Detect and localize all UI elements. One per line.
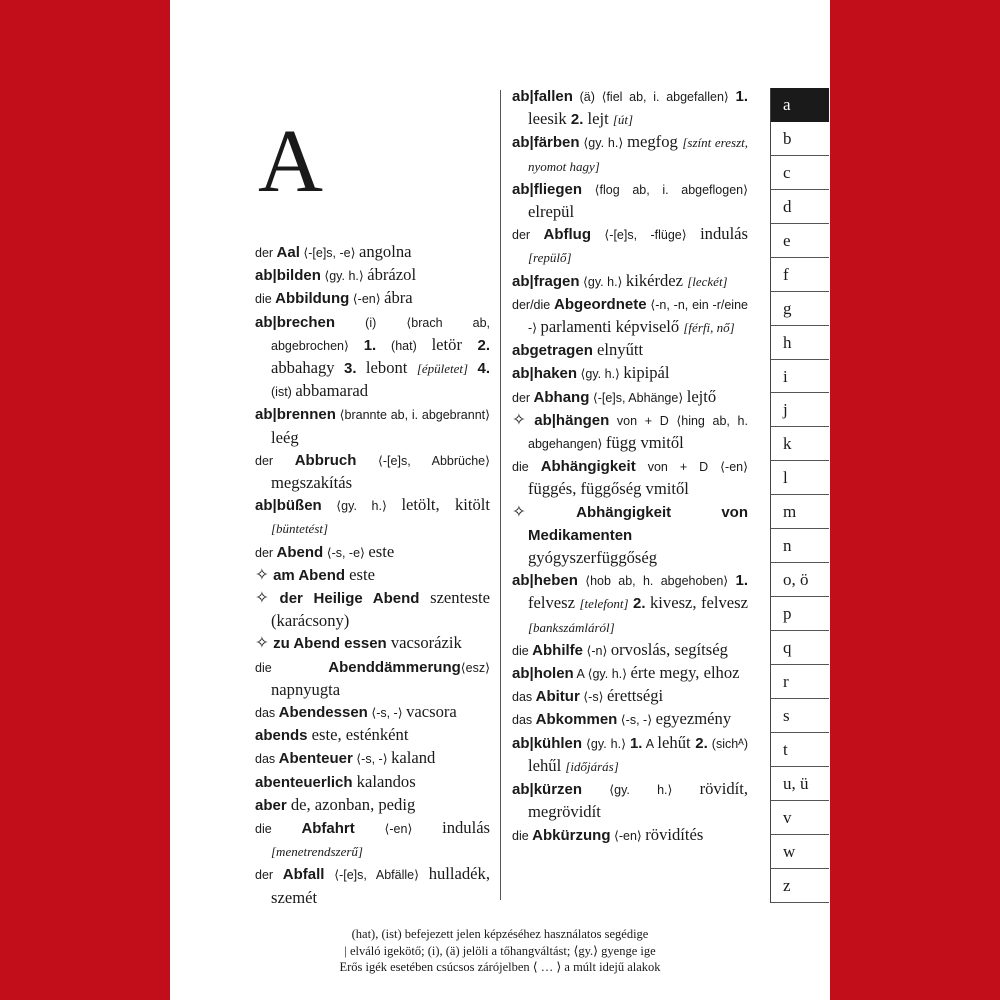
dictionary-entry — [255, 287, 490, 310]
entry-headword: ab|haken — [512, 365, 578, 383]
dictionary-entry — [512, 223, 748, 269]
entry-headword: 2. — [633, 595, 646, 613]
entry-headword: ab|färben — [512, 134, 580, 152]
entry-note: [repülő] — [528, 250, 572, 266]
entry-translation: ✧ — [255, 588, 280, 608]
entry-grammar: ⟨esz⟩ — [460, 660, 490, 675]
dictionary-entry — [512, 455, 748, 500]
entry-headword: 1. — [629, 734, 643, 752]
entry-headword: abends — [255, 727, 308, 745]
entry-headword: 1. — [735, 572, 748, 590]
entry-translation: kaland — [391, 748, 436, 768]
dictionary-entry — [512, 409, 748, 455]
entry-grammar: ⟨-n⟩ — [583, 643, 611, 658]
entry-translation: lehűt — [657, 732, 696, 752]
entry-headword: am Abend — [273, 566, 346, 584]
entry-translation: de, azonban, pedig — [286, 794, 416, 814]
dictionary-entry — [255, 264, 490, 287]
entry-headword: ab|heben — [512, 572, 578, 590]
footnote — [170, 926, 830, 976]
entry-grammar: ⟨gy. h.⟩ — [320, 269, 368, 284]
entry-headword: abgetragen — [512, 342, 593, 360]
entry-translation: abbamarad — [295, 381, 369, 401]
entry-headword: 2. — [570, 111, 584, 129]
entry-translation: megfog — [627, 132, 683, 152]
entry-translation: ✧ — [255, 564, 274, 584]
entry-grammar: (i) ⟨brach ab, abgebrochen⟩ — [271, 315, 490, 353]
entry-translation: este — [345, 564, 375, 584]
entry-headword: Abitur — [535, 688, 580, 706]
entry-grammar: ⟨-s⟩ — [579, 690, 607, 705]
entry-headword: ab|fallen — [512, 88, 573, 105]
alphabet-tab[interactable]: p — [771, 597, 829, 631]
entry-headword: aber — [255, 796, 287, 814]
entry-note: [időjárás] — [565, 758, 619, 774]
entry-translation: este, esténként — [307, 725, 409, 745]
entry-grammar: die — [255, 292, 276, 307]
entry-grammar: der — [512, 390, 534, 405]
entry-headword: ab|kürzen — [512, 781, 583, 799]
entry-translation: kikérdez — [625, 270, 688, 290]
dictionary-entry — [512, 569, 748, 639]
dictionary-entry — [255, 632, 490, 655]
entry-note: [bankszámláról] — [528, 619, 615, 635]
alphabet-tab[interactable]: s — [771, 699, 829, 733]
alphabet-tab[interactable]: a — [771, 88, 829, 122]
entry-translation: rövidítés — [645, 824, 704, 844]
entry-translation: felvesz — [528, 593, 580, 613]
dictionary-entry — [512, 732, 748, 778]
entry-grammar: ⟨brannte ab, i. abgebrannt⟩ — [335, 408, 490, 423]
entry-translation: indulás — [442, 818, 491, 838]
entry-translation: gyógyszerfüggőség — [528, 548, 658, 568]
entry-grammar: ⟨gy. h.⟩ — [582, 736, 630, 751]
entry-translation: ábra — [384, 288, 413, 308]
entry-note: [telefont] — [579, 596, 629, 612]
entry-translation: letör — [431, 334, 478, 354]
entry-grammar: ⟨gy. h.⟩ — [577, 367, 624, 382]
entry-grammar: der — [512, 228, 544, 243]
alphabet-tab[interactable]: f — [771, 258, 829, 292]
alphabet-tab[interactable]: q — [771, 631, 829, 665]
entry-headword: Abenteuer — [278, 750, 353, 768]
dictionary-entry — [255, 747, 490, 770]
dictionary-entry — [255, 701, 490, 724]
dictionary-entry — [255, 494, 490, 540]
footnote-line: Erős igék esetében csúcsos zárójelben ⟨ … ⟩ a múlt idejű alakok — [339, 960, 661, 974]
entry-headword: Abbildung — [275, 290, 350, 308]
entry-grammar: ⟨-[e]s, Abfälle⟩ — [324, 868, 429, 883]
entry-grammar: ⟨-[e]s, Abbrüche⟩ — [356, 453, 490, 468]
entry-note: [épületet] — [416, 361, 469, 377]
entry-headword: Abkommen — [535, 711, 618, 729]
dictionary-entry — [255, 449, 490, 494]
entry-grammar: ⟨-s, -⟩ — [367, 706, 407, 721]
entry-headword: Abfahrt — [301, 820, 355, 838]
entry-note: [színt ereszt, nyomot hagy] — [528, 135, 748, 174]
alphabet-index — [770, 88, 829, 903]
entry-translation: ábrázol — [367, 265, 417, 285]
entry-translation: indulás — [700, 224, 748, 244]
entry-grammar: die — [512, 643, 533, 658]
dictionary-entry — [512, 131, 748, 177]
entry-translation: lejt — [583, 109, 613, 129]
entry-translation: vacsorázik — [386, 633, 462, 653]
dictionary-entry — [255, 724, 490, 747]
entry-translation: lehűl — [528, 755, 566, 775]
alphabet-tab[interactable]: o, ö — [771, 563, 829, 597]
entry-headword: 2. — [695, 734, 708, 752]
entry-grammar: ⟨-[e]s, -e⟩ — [299, 246, 359, 260]
entry-note: [férfi, nő] — [683, 320, 735, 336]
entry-headword: ab|kühlen — [512, 734, 583, 752]
dictionary-entry — [512, 270, 748, 293]
entry-headword: Aal — [276, 244, 300, 261]
entry-headword: Abhängigkeit — [540, 458, 636, 476]
entry-grammar: ⟨-s, -⟩ — [352, 752, 392, 767]
entry-grammar: ⟨hob ab, h. abgehoben⟩ — [577, 574, 736, 589]
entry-grammar: das — [512, 713, 536, 728]
alphabet-tab[interactable]: r — [771, 665, 829, 699]
entry-translation: érte megy, elhoz — [630, 663, 740, 683]
entry-headword: Abbruch — [294, 451, 357, 469]
entry-grammar: ⟨gy. h.⟩ — [321, 499, 402, 514]
dictionary-entry — [255, 656, 490, 701]
entry-translation: függ vmitől — [605, 433, 684, 453]
entry-translation: leég — [271, 427, 299, 447]
dictionary-entry — [512, 501, 748, 570]
entry-headword: ab|holen — [512, 665, 574, 683]
dictionary-entry — [512, 362, 748, 385]
entry-headword: 1. — [363, 336, 377, 354]
entry-translation: ✧ — [512, 501, 577, 521]
alphabet-tab[interactable]: u, ü — [771, 767, 829, 801]
entry-translation: rövidít, megrövidít — [528, 779, 748, 822]
entry-translation: ✧ — [255, 633, 274, 653]
dictionary-entry — [255, 541, 490, 564]
alphabet-tab[interactable]: m — [771, 495, 829, 529]
dictionary-entry — [255, 241, 490, 264]
dictionary-entry — [512, 708, 748, 731]
entry-headword: abenteuerlich — [255, 773, 353, 791]
entry-headword: zu Abend essen — [273, 635, 387, 653]
entry-translation: parlamenti képviselő — [540, 317, 684, 337]
dictionary-entry — [512, 778, 748, 823]
entry-headword: 2. — [477, 336, 490, 354]
entry-headword: Abendessen — [278, 704, 368, 722]
alphabet-tab[interactable]: b — [771, 122, 829, 156]
entry-grammar: ⟨gy. h.⟩ — [579, 136, 628, 151]
dictionary-entry — [255, 863, 490, 908]
entry-translation: ✧ — [512, 409, 535, 429]
alphabet-tab[interactable]: l — [771, 461, 829, 495]
entry-note: [büntetést] — [271, 521, 329, 537]
dictionary-entry — [255, 794, 490, 817]
entry-headword: ab|fliegen — [512, 180, 583, 198]
entry-translation: vacsora — [406, 702, 457, 722]
entry-grammar: ⟨-s, -⟩ — [617, 713, 656, 728]
entry-headword: Abflug — [543, 226, 591, 244]
footnote-line: | elváló igekötő; (i), (ä) jelöli a tőhangváltást; ⟨gy.⟩ gyenge ige — [344, 943, 656, 958]
entry-translation: kivesz, felvesz — [645, 593, 748, 613]
entry-translation: lebont — [356, 358, 417, 378]
entry-grammar: A ⟨gy. h.⟩ — [573, 667, 631, 682]
dictionary-entry — [512, 339, 748, 362]
entry-translation: lejtő — [686, 386, 717, 406]
entry-headword: Abgeordnete — [554, 295, 647, 313]
entry-grammar: die — [255, 822, 302, 837]
dictionary-entry — [255, 403, 490, 448]
entry-translation: kipipál — [623, 363, 670, 383]
right-column — [512, 85, 748, 847]
dictionary-entry — [512, 824, 748, 847]
alphabet-tab[interactable]: h — [771, 326, 829, 360]
dictionary-entry — [512, 293, 748, 339]
entry-headword: der Heilige Abend — [279, 590, 420, 608]
entry-translation: elrepül — [528, 202, 575, 222]
alphabet-tab[interactable]: t — [771, 733, 829, 767]
entry-translation: szenteste (karácsony) — [271, 588, 491, 631]
entry-headword: 4. — [477, 360, 490, 378]
entry-grammar: ⟨-en⟩ — [349, 292, 385, 307]
alphabet-tab[interactable]: d — [771, 190, 829, 224]
left-column — [255, 241, 490, 909]
entry-headword: ab|brennen — [255, 406, 336, 424]
entry-note: [út] — [612, 112, 634, 128]
entry-grammar: der — [255, 246, 277, 260]
entry-grammar: der/die — [512, 297, 555, 312]
alphabet-tab[interactable]: z — [771, 869, 829, 903]
entry-grammar: von + D ⟨-en⟩ — [635, 460, 748, 475]
entry-translation: hulladék, szemét — [271, 864, 490, 907]
alphabet-tab[interactable]: e — [771, 224, 829, 258]
dictionary-page — [170, 0, 830, 1000]
entry-grammar: die — [512, 828, 533, 843]
entry-grammar: ⟨-[e]s, -flüge⟩ — [590, 228, 701, 243]
entry-grammar: das — [255, 752, 279, 767]
entry-headword: ab|fragen — [512, 272, 580, 290]
entry-translation: abbahagy — [271, 358, 344, 378]
entry-translation: függés, függőség vmitől — [528, 479, 689, 499]
entry-translation: érettségi — [606, 686, 664, 706]
entry-grammar: (ä) ⟨fiel ab, i. abgefallen⟩ — [572, 90, 736, 104]
entry-grammar: ⟨-n, -n, ein -r/eine -⟩ — [528, 297, 748, 336]
dictionary-entry — [255, 587, 490, 632]
entry-grammar: der — [255, 453, 295, 468]
entry-grammar: ⟨gy. h.⟩ — [582, 783, 700, 798]
alphabet-tab[interactable]: w — [771, 835, 829, 869]
alphabet-tab[interactable]: c — [771, 156, 829, 190]
footnote-line: (hat), (ist) befejezett jelen képzéséhez használatos segédige — [351, 927, 649, 941]
entry-grammar: (sichᴬ) — [707, 736, 749, 751]
entry-grammar: (hat) — [376, 338, 432, 353]
entry-grammar: die — [255, 660, 329, 675]
entry-grammar: der — [255, 545, 277, 560]
entry-grammar: die — [512, 460, 541, 475]
entry-grammar: ⟨-[e]s, Abhänge⟩ — [589, 390, 687, 405]
dictionary-entry — [512, 386, 748, 409]
entry-headword: Abhängigkeit von Medikamenten — [528, 503, 748, 544]
entry-grammar: ⟨flog ab, i. abgeflogen⟩ — [582, 182, 748, 197]
entry-headword: Abhang — [533, 388, 590, 406]
entry-headword: 3. — [344, 360, 357, 378]
entry-translation: angolna — [358, 242, 412, 261]
entry-translation: egyezmény — [655, 709, 732, 729]
entry-headword: Abend — [276, 543, 324, 561]
entry-headword: 1. — [735, 88, 748, 105]
dictionary-entry — [255, 771, 490, 794]
entry-grammar: A — [642, 736, 658, 751]
alphabet-tab[interactable]: k — [771, 427, 829, 461]
dictionary-entry — [512, 685, 748, 708]
entry-headword: Abkürzung — [532, 826, 611, 844]
column-divider — [500, 90, 501, 900]
dictionary-entry — [512, 178, 748, 223]
dictionary-entry — [512, 639, 748, 662]
entry-translation: megszakítás — [271, 473, 353, 493]
alphabet-tab[interactable]: v — [771, 801, 829, 835]
entry-note: [leckét] — [687, 273, 728, 289]
entry-headword: Abhilfe — [532, 641, 583, 659]
entry-grammar: das — [512, 690, 536, 705]
entry-translation: este — [368, 541, 395, 561]
entry-note: [menetrendszerű] — [271, 844, 363, 860]
dictionary-entry — [512, 662, 748, 685]
entry-grammar: ⟨-en⟩ — [610, 828, 646, 843]
dictionary-entry — [255, 311, 490, 404]
entry-translation: orvoslás, segítség — [610, 639, 728, 659]
alphabet-tab[interactable]: j — [771, 393, 829, 427]
entry-headword: Abfall — [282, 866, 325, 884]
entry-headword: Abenddämmerung — [328, 658, 461, 676]
section-letter: A — [258, 112, 323, 211]
entry-grammar: ⟨gy. h.⟩ — [579, 274, 626, 289]
entry-grammar: von + D ⟨hing ab, h. abgehangen⟩ — [528, 413, 748, 452]
dictionary-entry — [512, 85, 748, 131]
alphabet-tab[interactable]: n — [771, 529, 829, 563]
entry-translation: napnyugta — [271, 679, 341, 699]
entry-translation: kalandos — [352, 771, 416, 791]
entry-grammar: (ist) — [271, 385, 296, 400]
entry-headword: ab|hängen — [534, 411, 610, 429]
entry-grammar: der — [255, 868, 283, 883]
entry-translation: elnyűtt — [592, 340, 644, 360]
entry-headword: ab|bilden — [255, 267, 321, 285]
entry-headword: ab|brechen — [255, 313, 336, 331]
entry-grammar: ⟨-s, -e⟩ — [323, 545, 369, 560]
entry-headword: ab|büßen — [255, 497, 322, 515]
alphabet-tab[interactable]: i — [771, 360, 829, 394]
alphabet-tab[interactable]: g — [771, 292, 829, 326]
entry-grammar: ⟨-en⟩ — [354, 822, 443, 837]
entry-translation: letölt, kitölt — [401, 495, 490, 515]
dictionary-entry — [255, 817, 490, 863]
entry-translation: leesik — [528, 109, 571, 129]
entry-grammar: das — [255, 706, 279, 721]
dictionary-entry — [255, 564, 490, 587]
